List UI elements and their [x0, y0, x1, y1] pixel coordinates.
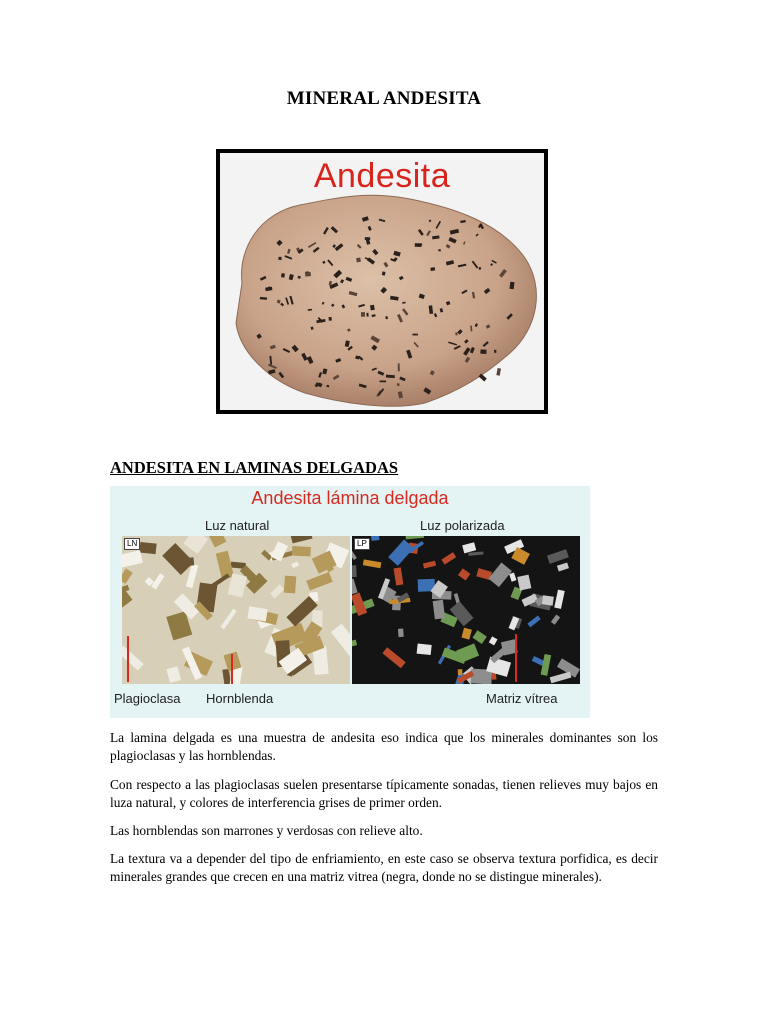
page-title: MINERAL ANDESITA — [286, 88, 482, 109]
rock-speck — [455, 332, 458, 335]
thin-section-figure — [110, 486, 590, 718]
thin-section-title: Andesita lámina delgada — [251, 488, 449, 508]
rock-speck — [386, 375, 395, 378]
rock-speck — [494, 350, 496, 353]
rock-speck — [412, 334, 417, 336]
natural-light-label: Luz natural — [205, 518, 270, 533]
rock-speck — [398, 363, 400, 371]
rock-speck — [379, 380, 386, 382]
annotation-pointers — [110, 486, 590, 718]
ln-tag: LN — [124, 538, 140, 550]
rock-speck — [356, 257, 361, 262]
hornblende-label: Hornblenda — [206, 691, 274, 706]
paragraph-hornblende: Las hornblendas son marrones y verdosas con relieve alto. — [110, 823, 423, 838]
rock-speck — [278, 257, 281, 260]
rock-speck — [496, 368, 501, 376]
rock-speck — [361, 312, 365, 317]
rock-speck — [305, 272, 311, 277]
lp-tag: LP — [354, 538, 370, 550]
rock-speck — [281, 273, 285, 277]
rock-speck — [329, 317, 332, 321]
rock-speck — [370, 305, 375, 311]
rock-speck — [366, 313, 368, 317]
rock-caption: Andesita — [313, 157, 451, 195]
paragraph-plagioclase: Con respecto a las plagioclasas suelen presentarse típicamente sonadas, tienen relieves muy bajos en luza natural, y colores de interferencia grises de primer orden. — [110, 777, 658, 810]
paragraph-texture: La textura va a depender del tipo de enfriamiento, en este caso se observa textura porfidica, es decir minerales grandes que crecen en una matriz vitrea (negra, donde no se distingue minerales). — [110, 851, 658, 884]
polarized-light-label: Luz polarizada — [420, 518, 505, 533]
paragraph-intro: La lamina delgada es una muestra de andesita eso indica que los minerales dominantes son los plagioclasas y las hornblendas. — [110, 730, 658, 763]
andesite-rock-figure — [216, 149, 548, 414]
plagioclase-label: Plagioclasa — [114, 691, 181, 706]
section-heading: ANDESITA EN LAMINAS DELGADAS — [110, 458, 399, 477]
glassy-matrix-label: Matriz vítrea — [486, 691, 558, 706]
rock-speck — [509, 282, 514, 290]
rock-speck — [480, 349, 486, 354]
